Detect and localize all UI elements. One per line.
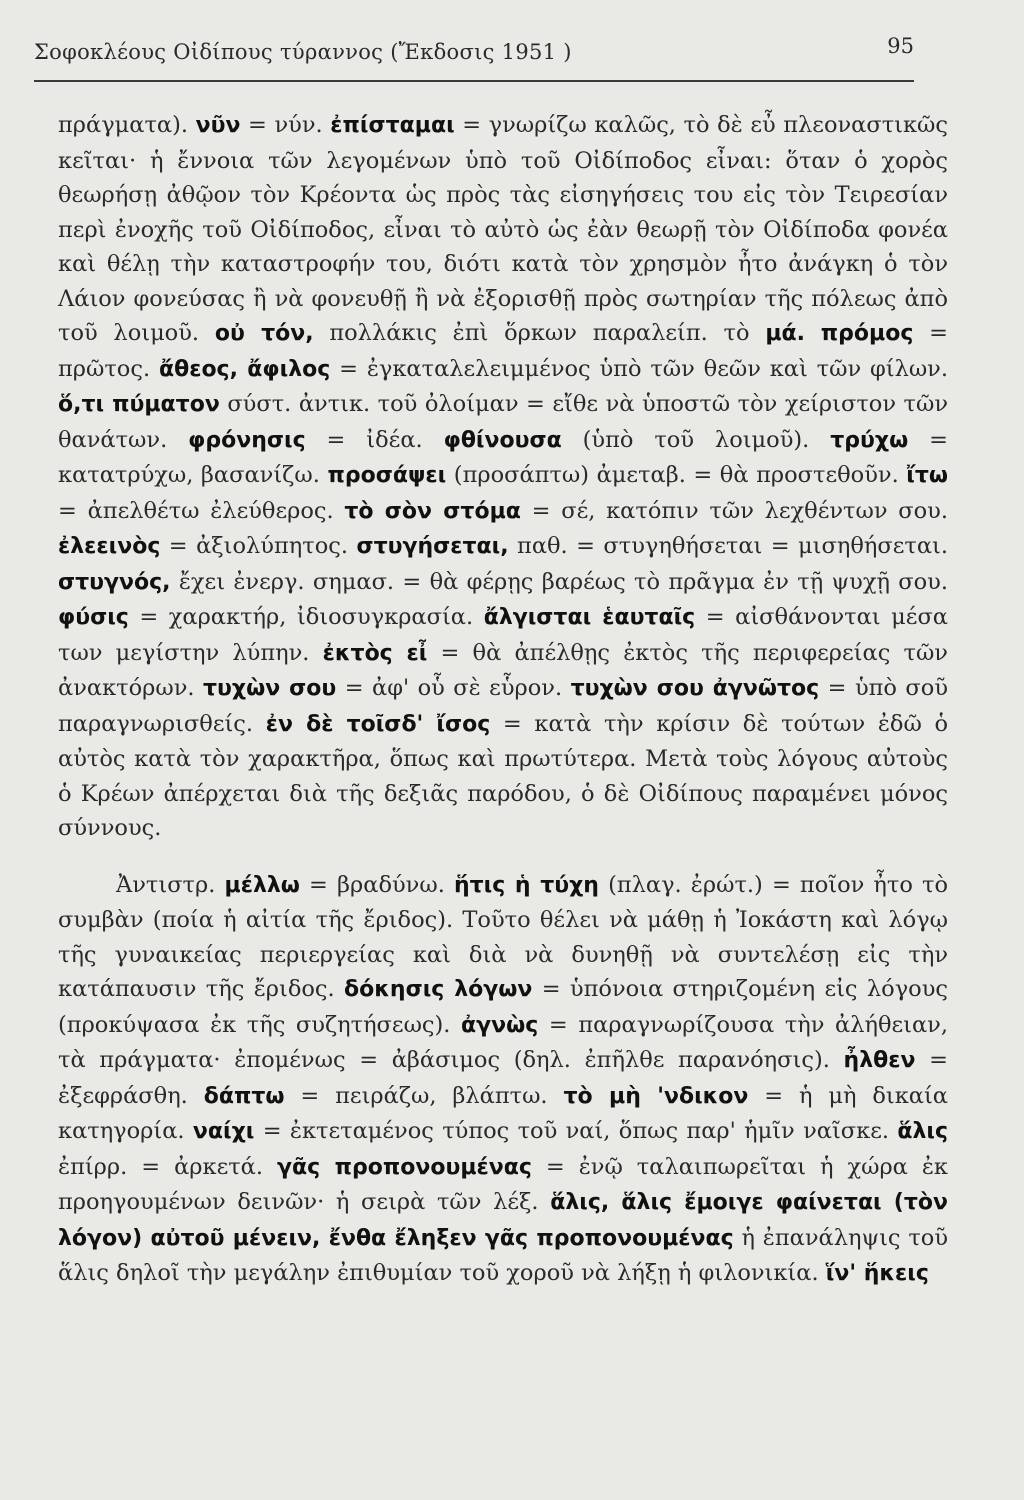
lemma-term: ἵν' ἥκεις bbox=[825, 1261, 929, 1286]
gloss-text: = νύν. bbox=[240, 112, 331, 138]
gloss-text: (ὑπὸ τοῦ λοιμοῦ). bbox=[561, 426, 831, 453]
lemma-term: τρύχω bbox=[830, 427, 909, 453]
lemma-term: προσάψει bbox=[327, 463, 447, 488]
gloss-text: ἡ ἐπανάληψις τοῦ ἅλις δηλοῖ τὴν μεγάλην ἐπιθυμίαν τοῦ χοροῦ νὰ λήξῃ ἡ φιλονικία. bbox=[58, 1224, 948, 1286]
gloss-text: = ἐνῷ ταλαιπωρεῖται ἡ χώρα ἐκ προηγουμένων δεινῶν· ἡ σειρὰ τῶν λέξ. bbox=[58, 1153, 948, 1215]
lemma-term: στυγήσεται, bbox=[356, 534, 509, 559]
lemma-term: οὐ τόν, bbox=[214, 321, 314, 346]
gloss-text: = ὑπὸ σοῦ παραγνωρισθείς. bbox=[58, 675, 948, 737]
lemma-term: ἐκτὸς εἶ bbox=[322, 640, 428, 666]
gloss-text: Ἀντιστρ. bbox=[116, 871, 225, 898]
lemma-term: δόκησις λόγων bbox=[344, 977, 533, 1002]
paragraph bbox=[58, 868, 948, 1292]
gloss-text: πράγματα). bbox=[58, 112, 196, 138]
gloss-text: = ἀξιολύπητος. bbox=[160, 533, 357, 559]
lemma-term: ἐπίσταμαι bbox=[330, 113, 455, 138]
gloss-text: = ἐξεφράσθη. bbox=[58, 1047, 948, 1109]
lemma-term: νῦν bbox=[195, 113, 241, 138]
gloss-text: = ἐγκαταλελειμμένος ὑπὸ τῶν θεῶν καὶ τῶν φίλων. bbox=[330, 355, 949, 382]
gloss-text: = παραγνωρίζουσα τὴν ἀλήθειαν, τὰ πράγματα· ἐπομένως = ἀβάσιμος (δηλ. ἐπῆλθε παρανόησις). bbox=[58, 1011, 949, 1073]
gloss-text: = χαρακτήρ, ἰδιοσυγκρασία. bbox=[128, 604, 484, 630]
lemma-term: ναίχι bbox=[192, 1119, 255, 1144]
gloss-text: = σέ, κατόπιν τῶν λεχθέντων σου. bbox=[520, 497, 949, 524]
paragraph bbox=[58, 108, 948, 846]
running-title: Σοφοκλέους Οἰδίπους τύραννος (Ἔκδοσις 1951 ) bbox=[34, 40, 572, 64]
lemma-term: ἄθεος, ἄφιλος bbox=[158, 356, 331, 382]
gloss-text: = αἰσθάνονται μέσα των μεγίστην λύπην. bbox=[58, 604, 949, 666]
gloss-text: = ἀφ' οὗ σὲ εὗρον. bbox=[336, 675, 571, 701]
gloss-text: = κατὰ τὴν κρίσιν δὲ τούτων ἐδῶ ὁ αὐτὸς κατὰ τὸν χαρακτῆρα, ὅπως καὶ πρωτύτερα. Μετὰ τοὺς λόγους αὐτοὺς ὁ Κρέων ἀπέρχεται διὰ τῆς δεξιᾶς παρόδου, ὁ δὲ Οἰδίπους παραμένει μόνος σύννους. bbox=[58, 710, 948, 841]
lemma-term: ἅλις bbox=[897, 1119, 948, 1144]
gloss-text: σύστ. ἀντικ. τοῦ ὀλοίμαν = εἴθε νὰ ὑποστῶ τὸν χείριστον τῶν θανάτων. bbox=[58, 391, 948, 453]
gloss-text: = πειράζω, βλάπτω. bbox=[284, 1082, 564, 1109]
gloss-text: = γνωρίζω καλῶς, τὸ δὲ εὖ πλεοναστικῶς κεῖται· ἡ ἔννοια τῶν λεγομένων ὑπὸ τοῦ Οἰδίποδος εἶναι: ὅταν ὁ χορὸς θεωρήσῃ ἀθῷον τὸν Κρέοντα ὡς πρὸς τὰς εἰσηγήσεις του εἰς τὸν Τειρεσίαν περὶ ἐνοχῆς τοῦ Οἰδίποδος, εἶναι τὸ αὐτὸ ὡς ἐὰν θεωρῇ τὸν Οἰδίποδα φονέα καὶ θέλῃ τὴν καταστροφήν του, διότι κατὰ τὸν χρησμὸν ἦτο ἀνάγκη ὁ τὸν Λάιον φονεύσας ἢ νὰ φονευθῇ ἢ νὰ ἐξορισθῇ πρὸς σωτηρίαν τῆς πόλεως ἀπὸ τοῦ λοιμοῦ. bbox=[58, 112, 948, 346]
lemma-term: γᾶς προπονουμένας bbox=[277, 1154, 532, 1180]
gloss-text: (πλαγ. ἐρώτ.) = ποῖον ἦτο τὸ συμβὰν (ποία ἡ αἰτία τῆς ἔριδος). Τοῦτο θέλει νὰ μάθῃ ἡ Ἰοκάστη καὶ λόγῳ τῆς γυναικείας περιεργείας καὶ διὰ νὰ δυνηθῇ νὰ συντελέσῃ εἰς τὴν κατάπαυσιν τῆς ἔριδος. bbox=[58, 871, 949, 1002]
lemma-term: ὅ,τι πύματον bbox=[58, 392, 220, 417]
lemma-term: στυγνός, bbox=[58, 569, 171, 595]
lemma-term: πρόμος bbox=[820, 321, 914, 346]
lemma-term: φθίνουσα bbox=[443, 427, 562, 453]
lemma-term: τὸ σὸν στόμα bbox=[344, 498, 521, 524]
gloss-text: = βραδύνω. bbox=[299, 871, 454, 898]
lemma-term: ἐν δὲ τοῖσδ' ἴσος bbox=[265, 711, 491, 737]
gloss-text: = ὑπόνοια στηριζομένη εἰς λόγους (προκύψασα ἐκ τῆς συζητήσεως). bbox=[58, 976, 948, 1038]
lemma-term: μέλλω bbox=[224, 872, 300, 898]
page-header bbox=[34, 34, 914, 94]
gloss-text: παθ. = στυγηθήσεται = μισηθήσεται. bbox=[508, 533, 948, 559]
gloss-text: = πρῶτος. bbox=[58, 320, 948, 382]
gloss-text: ἔχει ἐνεργ. σημασ. = θὰ φέρῃς βαρέως τὸ πρᾶγμα ἐν τῇ ψυχῇ σου. bbox=[170, 568, 948, 595]
header-rule bbox=[34, 80, 914, 82]
lemma-term: ἐλεεινὸς bbox=[58, 534, 161, 559]
gloss-text: = κατατρύχω, βασανίζω. bbox=[58, 426, 948, 488]
lemma-term: τὸ μὴ 'νδικον bbox=[563, 1083, 749, 1109]
gloss-text: = θὰ ἀπέλθῃς ἐκτὸς τῆς περιφερείας τῶν ἀνακτόρων. bbox=[58, 639, 948, 701]
lemma-term: φύσις bbox=[58, 605, 129, 630]
lemma-term: τυχὼν σου ἀγνῶτος bbox=[570, 676, 820, 701]
gloss-text: = ἰδέα. bbox=[305, 426, 444, 453]
lemma-term: ἥτις ἡ τύχη bbox=[453, 872, 599, 898]
page-number: 95 bbox=[887, 34, 914, 58]
gloss-text: = ἐκτεταμένος τύπος τοῦ ναί, ὅπως παρ' ἡμῖν ναῖσκε. bbox=[254, 1118, 898, 1144]
lemma-term: ἄλγισται ἑαυταῖς bbox=[483, 605, 696, 630]
lemma-term: μά. bbox=[765, 321, 805, 346]
lemma-term: τυχὼν σου bbox=[202, 676, 337, 701]
gloss-text: = ἡ μὴ δικαία κατηγορία. bbox=[58, 1082, 948, 1144]
lemma-term: φρόνησις bbox=[188, 427, 306, 453]
gloss-text bbox=[805, 320, 821, 346]
gloss-text: (προσάπτω) ἀμεταβ. = θὰ προστεθοῦν. bbox=[446, 462, 907, 488]
lemma-term: ἦλθεν bbox=[843, 1048, 916, 1073]
lemma-term: ἅλις, ἅλις ἔμοιγε φαίνεται (τὸν λόγον) αὐτοῦ μένειν, ἔνθα ἔληξεν γᾶς προπονουμένας bbox=[58, 1190, 948, 1251]
lemma-term: ἴτω bbox=[906, 463, 948, 488]
gloss-text: ἐπίρρ. = ἀρκετά. bbox=[58, 1153, 277, 1180]
commentary-text bbox=[58, 108, 948, 1292]
lemma-term: ἀγνὼς bbox=[461, 1012, 539, 1038]
gloss-text: πολλάκις ἐπὶ ὅρκων παραλείπ. τὸ bbox=[313, 320, 766, 346]
lemma-term: δάπτω bbox=[203, 1083, 285, 1109]
gloss-text: = ἀπελθέτω ἐλεύθερος. bbox=[58, 497, 345, 524]
